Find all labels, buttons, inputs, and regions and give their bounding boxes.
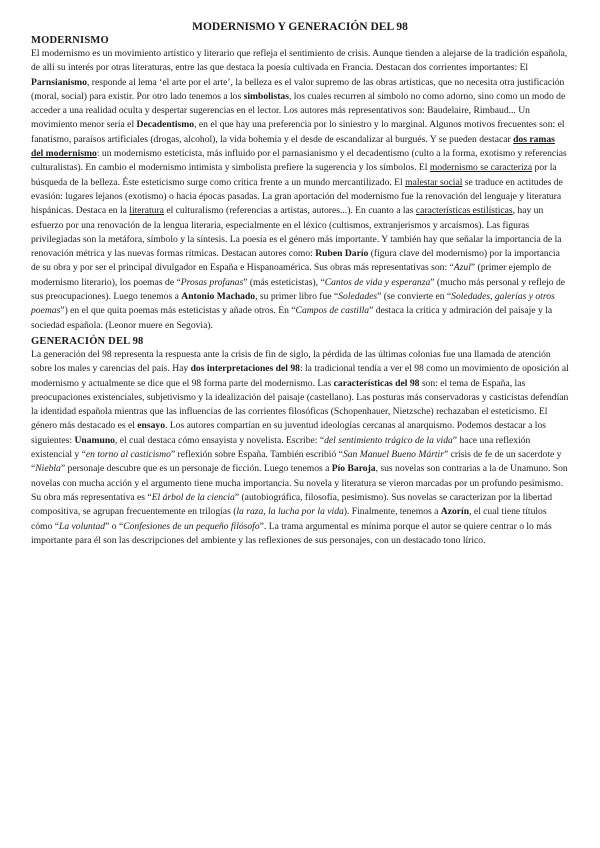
text-run: ” hace una reflexión existencial y “: [31, 434, 531, 461]
emphasis-text: San Manuel Bueno Mártir: [342, 449, 444, 461]
text-run: La generación del 98 representa la respuesta ante la crisis de fin de siglo, la pérdida de las últimas colonias fue una llamada de atención sobre los males y carencias del país. Hay: [31, 348, 551, 375]
text-run: , sus novelas son contrarias a la de Unamuno. Son novelas con mucha acción y el argumento tiene mucha importancia. Su novela y literatura se vieron marcadas por un profundo pesimismo. Su obra más representativa es “: [31, 463, 568, 503]
text-run: ”. La trama argumental es mínima porque el autor se quiere centrar o lo más importante para él son las descripciones del ambiente y las reflexiones de sus personajes, con un destacado tono lírico.: [31, 520, 552, 546]
emphasis-text: modernismo se caracteriza: [429, 162, 533, 174]
section-heading-modernismo: MODERNISMO: [31, 35, 109, 46]
text-run: ” destaca la crítica y admiración del paisaje y la sociedad española. (Leonor muere en Segovia).: [31, 305, 553, 331]
emphasis-text: Campos de castilla: [295, 305, 370, 317]
text-run: ” (primer ejemplo de modernismo literario), los poemas de “: [31, 262, 552, 288]
text-run: ” crisis de fe de un sacerdote y “: [31, 449, 562, 475]
text-run: por la búsqueda de la belleza. Éste esteticismo surge como crítica frente a un mundo mercantilizado. El: [31, 162, 557, 188]
emphasis-text: Azul: [453, 262, 471, 274]
text-run: el culturalismo (referencias a artistas, autores...). En cuanto a las: [163, 205, 416, 217]
emphasis-text: literatura: [129, 205, 164, 217]
text-run: ” (se convierte en “: [377, 291, 452, 303]
text-run: ). Finalmente, tenemos a: [343, 506, 441, 518]
emphasis-text: Soledades, galerías y otros poemas: [31, 291, 555, 317]
emphasis-text: Confesiones de un pequeño filósofo: [123, 520, 260, 532]
emphasis-text: dos ramas del modernismo: [31, 133, 555, 160]
text-run: son: el tema de España, las preocupaciones existenciales, subjetivismo y la idealización del paisaje (castellano). Las posturas más conservadoras y casticistas defendían la identidad española mientras que las influencias de las corrientes filosóficas (Schopenhauer, Nietzsche) rechazaban el esteticismo. El género más destacado es el: [31, 377, 569, 432]
text-run: , el cual tiene títulos cómo “: [31, 506, 547, 532]
emphasis-text: El árbol de la ciencia: [151, 491, 235, 503]
emphasis-text: Decadentismo: [136, 119, 195, 131]
text-run: , los cuales recurren al símbolo no como adorno, sino como un modo de acceder a una realidad oculta y despertar sugerencias en el lector. Los autores más representativos son: Baudelaire, Rimbaud... Un movimiento menor sería el: [31, 90, 566, 131]
section-body-modernismo: [31, 47, 569, 333]
emphasis-text: Parnsianismo: [31, 76, 87, 88]
emphasis-text: Antonio Machado: [181, 291, 256, 303]
text-run: : un modernismo esteticista, más influido por el parnasianismo y el decadentismo (culto a la forma, exotismo y referencias culturalistas). En cambio el modernismo intimista y simbolista prefiere la sugerencia y los símbolos. El: [31, 148, 567, 174]
text-run: : la tradicional tendía a ver el 98 como un movimiento de oposición al modernismo y actualmente se dice que el 98 forma parte del modernismo. Las: [31, 363, 569, 389]
text-run: se traduce en actitudes de evasión: lugares lejanos (exotismo) o hacia épocas pasadas. La gran aportación del modernismo fue la renovación del lenguaje y literatura hispánicas. Destaca en la: [31, 176, 563, 217]
emphasis-text: Unamuno: [74, 434, 115, 446]
text-run: ” o “: [105, 520, 124, 532]
emphasis-text: la raza, la lucha por la vida: [236, 506, 344, 518]
emphasis-text: Cantos de vida y esperanza: [324, 276, 431, 288]
document-title: MODERNISMO Y GENERACIÓN DEL 98: [192, 21, 408, 33]
emphasis-text: Niebla: [35, 463, 61, 475]
text-run: ” (autobiográfica, filosofía, pesimismo). Sus novelas se caracterizan por la libertad compositiva, se agrupan frecuentemente en trilogías (: [31, 491, 553, 518]
text-run: . Los autores compartían en su juventud ideologías cercanas al anarquismo. Podemos destacar a los siguientes:: [31, 420, 546, 446]
emphasis-text: Pío Baroja: [331, 463, 376, 475]
text-run: ” personaje descubre que es un personaje de ficción. Luego tenemos a: [60, 463, 332, 475]
text-run: , su primer libro fue “: [255, 291, 339, 303]
emphasis-text: malestar social: [405, 176, 463, 188]
emphasis-text: en torno al casticismo: [85, 449, 171, 461]
text-run: , hay un esfuerzo por una renovación de la lengua literaria, especialmente en el léxico (cultismos, extranjerismos y arcaísmos). Las figuras privilegiadas son la metáfora, símbolo y la síntesis. La poesía es el género más importante. Y también hay que señalar la importancia de la renovación métrica y las nuevas formas rítmicas. Destacan autores como:: [31, 205, 562, 260]
emphasis-text: características estilísticas: [415, 205, 513, 217]
text-run: , el cual destaca cómo ensayista y novelista. Escribe: “: [114, 434, 325, 446]
emphasis-text: características del 98: [333, 377, 420, 389]
emphasis-text: Ruben Darío: [315, 248, 369, 260]
text-run: ” (mucho más personal y reflejo de sus preocupaciones). Luego tenemos a: [31, 276, 566, 303]
section-heading-generacion-98: GENERACIÓN DEL 98: [31, 335, 144, 347]
text-run: ”) en el que quita poemas más esteticistas y añade otros. En “: [60, 305, 296, 317]
emphasis-text: ensayo: [137, 420, 166, 432]
text-run: , responde al lema ‘el arte por el arte’, la belleza es el valor supremo de las obras artísticas, que no necesita otra justificación (moral, social) para existir. Por otro lado tenemos a los: [31, 76, 565, 102]
text-run: , en el que hay una preferencia por lo siniestro y lo marginal. Algunos motivos frecuentes son: el fanatismo, paraísos artificiales (drogas, alcohol), la vida bohemia y el desde de escandalizar al burgués. Y se pueden destacar: [31, 119, 565, 145]
section-body-generacion-98: [31, 348, 569, 548]
emphasis-text: del sentimiento trágico de la vida: [324, 434, 453, 446]
text-run: El modernismo es un movimiento artístico y literario que refleja el sentimiento de crisis. Aunque tienden a alejarse de la tradición española, de allí su interés por otras literaturas, entre las que destaca la poesía cultivada en Francia. Destacan dos corrientes importantes: El: [31, 48, 568, 74]
emphasis-text: dos interpretaciones del 98: [190, 363, 300, 375]
emphasis-text: Azorín: [440, 506, 470, 518]
text-run: (figura clave del modernismo) por la importancia de su obra y por ser el principal divulgador en España e Hispanoamérica. Sus obras más representativas son: “: [31, 248, 560, 274]
emphasis-text: La voluntad: [58, 520, 106, 532]
text-run: ” reflexión sobre España. También escribió “: [170, 449, 343, 461]
emphasis-text: simbolistas: [243, 90, 289, 102]
text-run: ” (más esteticistas), “: [243, 276, 325, 288]
emphasis-text: Soledades: [338, 291, 378, 303]
emphasis-text: Prosas profanas: [180, 276, 244, 288]
